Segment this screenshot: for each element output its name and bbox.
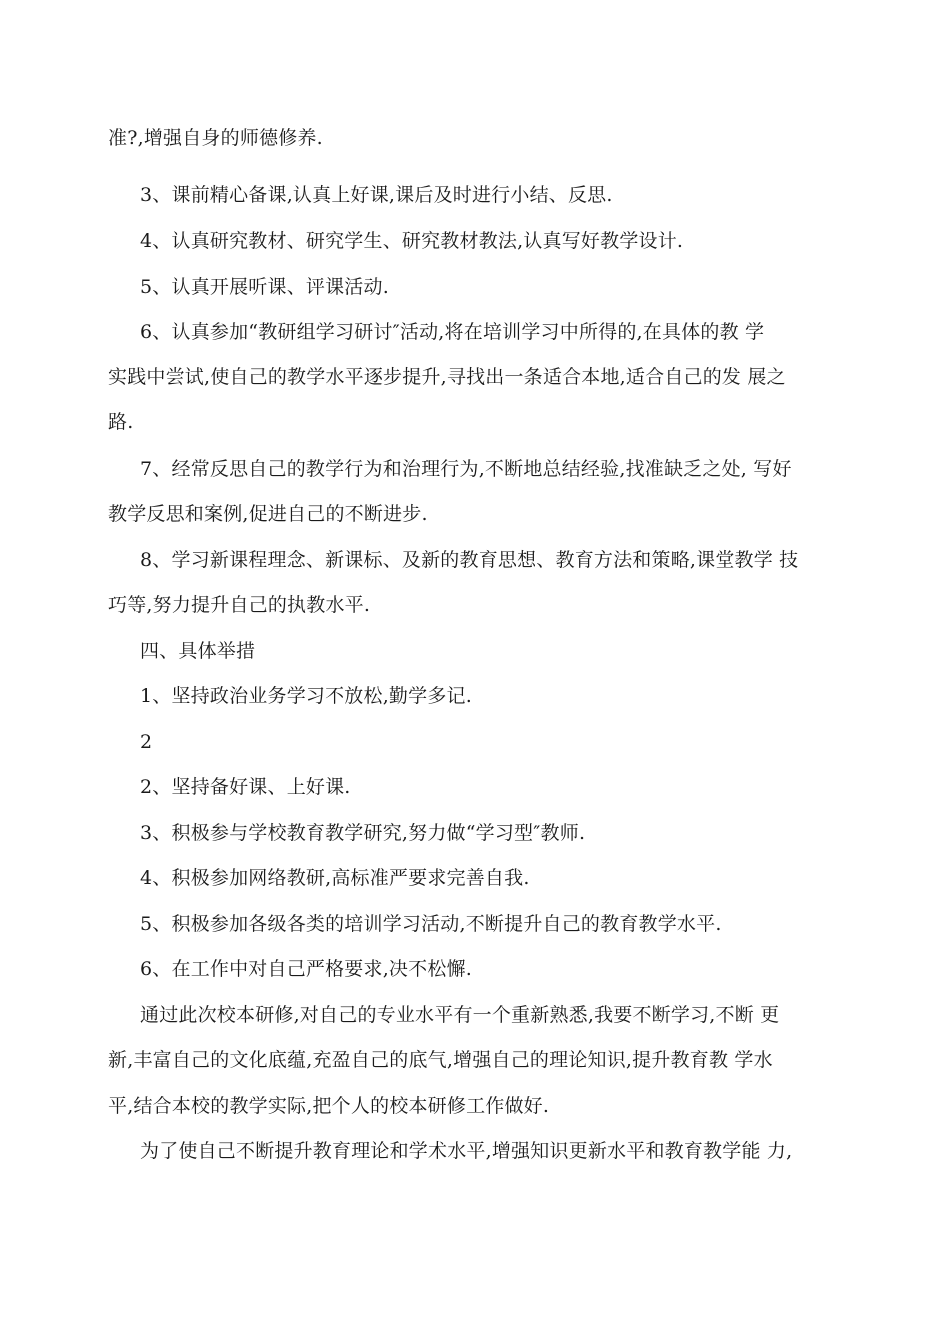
text-line: 8、学习新课程理念、新课标、及新的教育思想、教育方法和策略,课堂教学 技 — [140, 549, 799, 571]
text-line: 2、坚持备好课、上好课. — [140, 776, 351, 798]
text-line: 平,结合本校的教学实际,把个人的校本研修工作做好. — [108, 1095, 550, 1117]
text-line: 4、认真研究教材、研究学生、研究教材教法,认真写好教学设计. — [140, 230, 684, 252]
text-line: 通过此次校本研修,对自己的专业水平有一个重新熟悉,我要不断学习,不断 更 — [140, 1004, 780, 1026]
text-line: 实践中尝试,使自己的教学水平逐步提升,寻找出一条适合本地,适合自己的发 展之 — [108, 366, 786, 388]
text-line: 6、在工作中对自己严格要求,决不松懈. — [140, 958, 472, 980]
text-line: 3、课前精心备课,认真上好课,课后及时进行小结、反思. — [140, 184, 613, 206]
text-line: 1、坚持政治业务学习不放松,勤学多记. — [140, 685, 472, 707]
text-line: 准?,增强自身的师德修养. — [108, 127, 323, 149]
text-line: 4、积极参加网络教研,高标准严要求完善自我. — [140, 867, 530, 889]
text-line: 新,丰富自己的文化底蕴,充盈自己的底气,增强自己的理论知识,提升教育教 学水 — [108, 1049, 773, 1071]
text-line: 路. — [108, 411, 134, 433]
text-line: 3、积极参与学校教育教学研究,努力做“学习型″教师. — [140, 822, 586, 844]
page-number: 2 — [140, 731, 153, 753]
text-line: 为了使自己不断提升教育理论和学术水平,增强知识更新水平和教育教学能 力, — [140, 1140, 793, 1162]
text-line: 巧等,努力提升自己的执教水平. — [108, 594, 371, 616]
text-line: 5、认真开展听课、评课活动. — [140, 276, 389, 298]
text-line: 7、经常反思自己的教学行为和治理行为,不断地总结经验,找准缺乏之处, 写好 — [140, 458, 792, 480]
text-line: 5、积极参加各级各类的培训学习活动,不断提升自己的教育教学水平. — [140, 913, 722, 935]
section-heading: 四、具体举措 — [140, 640, 256, 662]
text-line: 教学反思和案例,促进自己的不断进步. — [108, 503, 428, 525]
text-line: 6、认真参加“教研组学习研讨″活动,将在培训学习中所得的,在具体的教 学 — [140, 321, 765, 343]
